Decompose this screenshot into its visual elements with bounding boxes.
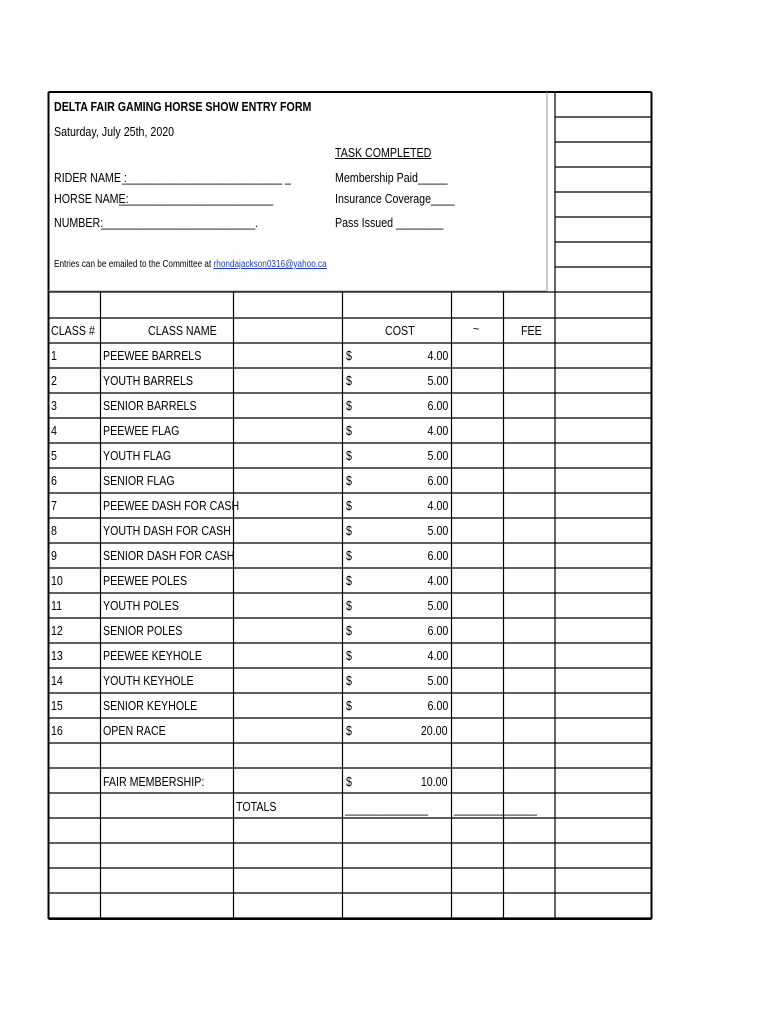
rider-name-label: RIDER NAME : [54,170,127,185]
event-date: Saturday, July 25th, 2020 [54,124,175,139]
task-completed-heading: TASK COMPLETED [335,145,432,160]
number-line[interactable]: __________________________. [101,215,259,230]
class-cost: 6.00 [427,698,448,713]
header-cost: COST [385,323,415,338]
email-note-text: Entries can be emailed to the Committee at [54,259,212,270]
class-number: 8 [51,523,57,538]
class-cost: 20.00 [421,723,448,738]
cost-currency: $ [346,598,352,613]
cost-currency: $ [346,698,352,713]
task-membership-paid[interactable]: Membership Paid_____ [335,170,448,185]
class-number: 3 [51,398,57,413]
class-number: 10 [51,573,63,588]
header-class-name: CLASS NAME [148,323,217,338]
committee-email-link[interactable]: rhondajackson0316@yahoo.ca [213,259,327,270]
cost-currency: $ [346,623,352,638]
cost-currency: $ [346,523,352,538]
class-number: 12 [51,623,63,638]
cost-currency: $ [346,573,352,588]
class-number: 13 [51,648,63,663]
class-number: 16 [51,723,63,738]
class-name: SENIOR BARRELS [103,398,197,413]
cost-currency: $ [346,348,352,363]
cost-currency: $ [346,473,352,488]
cost-currency: $ [346,448,352,463]
class-name: YOUTH POLES [103,598,179,613]
class-name: YOUTH KEYHOLE [103,673,194,688]
email-note [54,259,327,271]
class-cost: 5.00 [427,673,448,688]
class-cost: 5.00 [427,448,448,463]
cost-currency: $ [346,498,352,513]
horse-name-label: HORSE NAME: [54,191,129,206]
class-cost: 4.00 [427,498,448,513]
horse-name-line[interactable]: __________________________ [119,191,274,206]
class-number: 2 [51,373,57,388]
fair-membership-currency: $ [346,774,352,789]
class-name: SENIOR KEYHOLE [103,698,198,713]
fair-membership-label: FAIR MEMBERSHIP: [103,774,205,789]
cost-currency: $ [346,648,352,663]
class-number: 15 [51,698,63,713]
class-name: SENIOR POLES [103,623,183,638]
class-name: YOUTH FLAG [103,448,172,463]
cost-currency: $ [346,548,352,563]
class-number: 1 [51,348,57,363]
class-name: PEEWEE FLAG [103,423,180,438]
header-class-number: CLASS # [51,323,95,338]
class-number: 6 [51,473,57,488]
fair-membership-cost: 10.00 [421,774,448,789]
class-cost: 6.00 [427,398,448,413]
class-name: OPEN RACE [103,723,166,738]
totals-fee-line[interactable]: ______________ [454,801,538,816]
cost-currency: $ [346,373,352,388]
class-number: 9 [51,548,57,563]
cost-currency: $ [346,723,352,738]
totals-cost-line[interactable]: ______________ [345,801,429,816]
class-cost: 5.00 [427,373,448,388]
class-number: 5 [51,448,57,463]
task-pass-issued[interactable]: Pass Issued ________ [335,215,444,230]
class-number: 4 [51,423,57,438]
class-name: PEEWEE POLES [103,573,188,588]
class-number: 14 [51,673,63,688]
class-cost: 6.00 [427,548,448,563]
class-cost: 4.00 [427,423,448,438]
class-name: YOUTH BARRELS [103,373,194,388]
class-name: PEEWEE BARRELS [103,348,202,363]
cost-currency: $ [346,398,352,413]
class-name: SENIOR FLAG [103,473,175,488]
class-name: PEEWEE KEYHOLE [103,648,202,663]
totals-label: TOTALS [236,799,277,814]
class-number: 7 [51,498,57,513]
class-name: SENIOR DASH FOR CASH [103,548,235,563]
class-number: 11 [51,598,63,613]
class-cost: 6.00 [427,623,448,638]
header-fee: FEE [521,323,542,338]
class-cost: 4.00 [427,648,448,663]
header-tilde: ~ [473,321,480,336]
rider-name-line[interactable]: ___________________________ _ [122,170,291,185]
class-cost: 4.00 [427,348,448,363]
form-title: DELTA FAIR GAMING HORSE SHOW ENTRY FORM [54,99,312,114]
number-label: NUMBER: [54,215,104,230]
class-cost: 5.00 [427,598,448,613]
class-cost: 5.00 [427,523,448,538]
cost-currency: $ [346,423,352,438]
task-insurance-coverage[interactable]: Insurance Coverage____ [335,191,455,206]
class-name: YOUTH DASH FOR CASH [103,523,231,538]
class-cost: 4.00 [427,573,448,588]
class-cost: 6.00 [427,473,448,488]
cost-currency: $ [346,673,352,688]
class-name: PEEWEE DASH FOR CASH [103,498,240,513]
